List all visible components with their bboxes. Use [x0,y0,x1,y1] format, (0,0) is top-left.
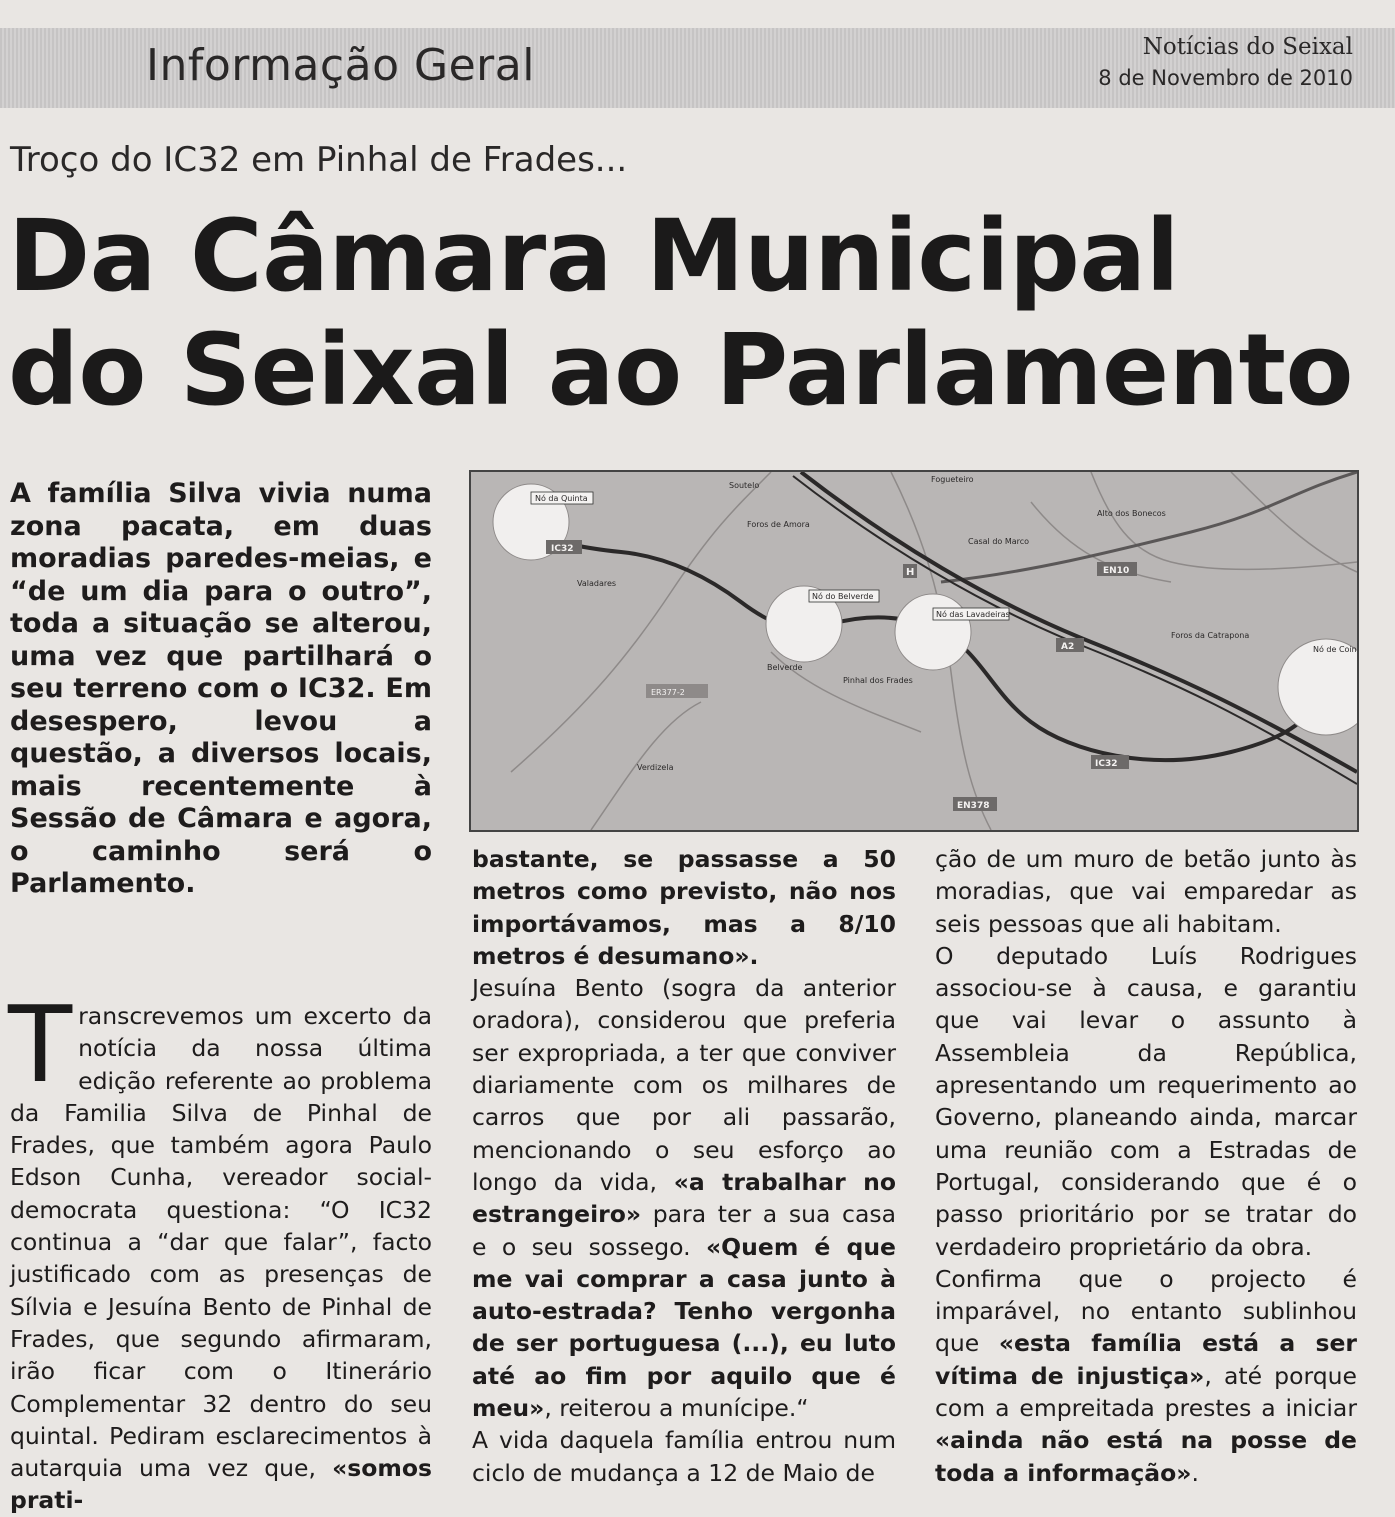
map-label: ER377-2 [651,688,685,697]
map-label: EN378 [957,801,990,811]
road-map-svg [471,472,1357,830]
map-label: Foros de Amora [747,520,810,529]
column-3-text: Confirma que o projecto é imparável, no entanto sublinhou que [935,1264,1357,1358]
column-3-text: ção de um muro de betão junto às moradias, que vai emparedar as seis pessoas que ali habitam. [935,845,1357,938]
drop-cap: T [8,984,73,1106]
article-headline [8,200,1353,428]
column-3-quote: «ainda não está na posse de toda a informação» [935,1426,1357,1487]
column-3-text: . [1191,1458,1199,1487]
column-2-text: para ter a sua casa e o seu sossego. [472,1200,896,1261]
map-label: Valadares [577,579,617,588]
column-2-quote: «Quem é que me vai comprar a casa junto à auto-estrada? Tenho vergonha de ser portuguesa (...), eu luto até ao fim por aquilo que é meu» [472,1232,896,1423]
map-label: Nó de Coin [1313,645,1357,654]
article-kicker: Troço do IC32 em Pinhal de Frades... [10,140,628,180]
map-label: Pinhal dos Frades [843,676,913,685]
map-label: H [906,567,915,578]
map-label: Belverde [767,663,803,672]
column-1-text: ranscrevemos um excerto da notícia da nossa última edição referente ao problema da Familia Silva de Pinhal de Frades, que também agora Paulo Edson Cunha, vereador social-democrata questiona: “O IC32 continua a “dar que falar”, facto justificado com as presenças de Sílvia e Jesuína Bento de Pinhal de Frades, que segundo afirmaram, irão ficar com o Itinerário Complementar 32 dentro do seu quintal. Pediram esclarecimentos à autarquia uma vez que, [10,1002,432,1483]
road-map-figure [469,470,1359,832]
column-2-quote: «a trabalhar no estrangeiro» [472,1167,897,1229]
column-2-quote: bastante, se passasse a 50 metros como previsto, não nos importávamos, mas a 8/10 metros é desumano». [472,845,896,970]
map-label: A2 [1061,642,1075,652]
section-title: Informação Geral [146,40,535,91]
map-label: Fogueteiro [931,475,974,484]
headline-line-2: do Seixal ao Parlamento [8,313,1353,428]
column-1-quote: «somos prati- [10,1454,432,1515]
headline-line-1: Da Câmara Municipal [8,199,1180,314]
publication-name: Notícias do Seixal [1142,34,1353,60]
column-3-text: O deputado Luís Rodrigues associou-se à causa, e garantiu que vai levar o assunto à Assembleia da República, apresentando um requerimento ao Governo, planeando ainda, marcar uma reunião com a Estradas de Portugal, considerando que é o passo prioritário por se tratar do verdadeiro proprietário da obra. [935,941,1357,1261]
map-label: Foros da Catrapona [1171,631,1250,640]
map-label: Nó da Quinta [535,494,588,503]
article-lead: A família Silva vivia numa zona pacata, em duas moradias paredes-meias, e “de um dia para o outro”, toda a situação se alterou, uma vez que partilhará o seu terreno com o IC32. Em desespero, levou a questão, a diversos locais, mais recentemente à Sessão de Câmara e agora, o caminho será o Parlamento. [10,478,432,899]
map-label: EN10 [1103,566,1130,576]
article-column-3 [935,843,1357,1489]
map-label: Nó das Lavadeiras [936,610,1010,619]
article-column-2 [472,843,896,1489]
article-column-1 [8,984,432,1517]
column-2-text: , reiterou a munícipe.“ [544,1394,809,1423]
map-label: IC32 [551,544,574,554]
column-2-text: A vida daquela família entrou num ciclo de mudança a 12 de Maio de [472,1426,896,1487]
map-label: Nó do Belverde [812,592,874,601]
map-label: Casal do Marco [968,537,1030,546]
map-label: Soutelo [729,481,760,490]
column-2-text: Jesuína Bento (sogra da anterior oradora), considerou que preferia ser expropriada, a ter que conviver diariamente com os milhares de carros que por ali passarão, mencionando o seu esforço ao longo da vida, [472,974,896,1196]
column-3-quote: «esta família está a ser vítima de injustiça» [935,1329,1357,1390]
map-label: Verdizela [637,763,674,772]
map-label: IC32 [1095,759,1118,769]
column-3-text: , até porque com a empreitada prestes a iniciar [935,1361,1357,1423]
map-label: Alto dos Bonecos [1097,509,1166,518]
publication-date: 8 de Novembro de 2010 [1098,66,1353,90]
